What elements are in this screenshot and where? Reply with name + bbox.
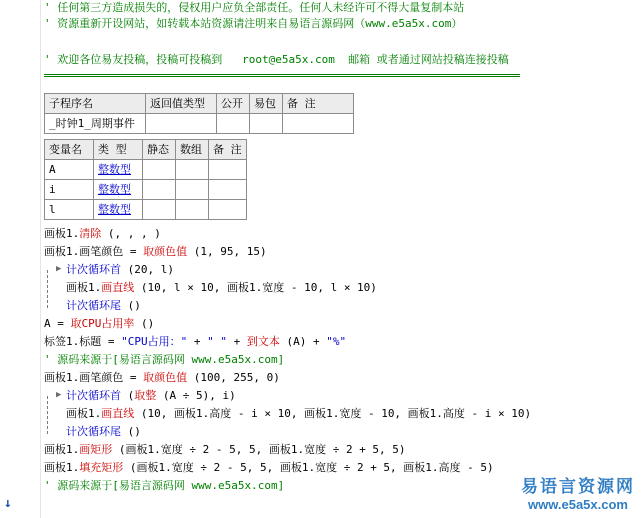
code-line-comment-source-2: ' 源码来源于[易语言源码网 www.e5a5x.com]	[44, 479, 285, 492]
var-header-note: 备 注	[209, 140, 247, 160]
code-line-cpu[interactable]: A = 取CPU占用率 ()	[44, 317, 155, 330]
sub-header-return: 返回值类型	[146, 94, 217, 114]
var-header-name: 变量名	[45, 140, 94, 160]
var-type-cell[interactable]: 整数型	[94, 180, 143, 200]
var-static-cell[interactable]	[143, 200, 176, 220]
site-watermark	[521, 472, 635, 512]
sub-name-cell[interactable]: _时钟1_周期事件	[45, 114, 146, 134]
loop-guide-1	[47, 270, 48, 308]
table-row	[45, 180, 247, 200]
sub-public-cell[interactable]	[217, 114, 250, 134]
sub-note-cell[interactable]	[283, 114, 354, 134]
code-line-pen-color-1[interactable]: 画板1.画笔颜色 = 取颜色值 (1, 95, 15)	[44, 245, 267, 258]
down-arrow-icon[interactable]: ↓	[4, 496, 12, 511]
variable-table	[44, 139, 247, 220]
var-type-cell[interactable]: 整数型	[94, 200, 143, 220]
var-header-static: 静态	[143, 140, 176, 160]
watermark-title: 易语言资源网	[521, 477, 635, 497]
var-note-cell[interactable]	[209, 200, 247, 220]
code-line-clear[interactable]: 画板1.清除 (, , , )	[44, 227, 161, 240]
code-line-loop-start-1[interactable]: 计次循环首 (20, l)	[66, 263, 174, 276]
loop-guide-2	[47, 396, 48, 434]
code-line-draw-line-2[interactable]: 画板1.画直线 (10, 画板1.高度 - i × 10, 画板1.宽度 - 10, 画板1.高度 - i × 10)	[66, 407, 532, 420]
watermark-url: www.e5a5x.com	[528, 497, 628, 512]
comment-separator	[44, 74, 520, 77]
var-header-array: 数组	[176, 140, 209, 160]
code-line-fill-rect[interactable]: 画板1.填充矩形 (画板1.宽度 ÷ 2 - 5, 5, 画板1.宽度 ÷ 2 + 5, 画板1.高度 - 5)	[44, 461, 494, 474]
code-line-draw-rect[interactable]: 画板1.画矩形 (画板1.宽度 ÷ 2 - 5, 5, 画板1.宽度 ÷ 2 + 5, 5)	[44, 443, 406, 456]
sub-header-pkg: 易包	[250, 94, 283, 114]
var-static-cell[interactable]	[143, 180, 176, 200]
comment-line-3: ' 欢迎各位易友投稿，投稿可投稿到 root@e5a5x.com 邮箱 或者通过网站投稿连接投稿	[44, 53, 509, 66]
editor-gutter	[0, 0, 41, 518]
var-note-cell[interactable]	[209, 160, 247, 180]
var-name-cell[interactable]: l	[45, 200, 94, 220]
var-static-cell[interactable]	[143, 160, 176, 180]
sub-header-name: 子程序名	[45, 94, 146, 114]
var-array-cell[interactable]	[176, 200, 209, 220]
var-type-cell[interactable]: 整数型	[94, 160, 143, 180]
loop-arrow-icon: ▶	[56, 390, 62, 400]
sub-return-cell[interactable]	[146, 114, 217, 134]
var-name-cell[interactable]: A	[45, 160, 94, 180]
table-row	[45, 200, 247, 220]
comment-line-2: ' 资源重新开设网站，如转载本站资源请注明来自易语言源码网（www.e5a5x.com）	[44, 17, 463, 30]
sub-pkg-cell[interactable]	[250, 114, 283, 134]
code-line-loop-end-2[interactable]: 计次循环尾 ()	[66, 425, 141, 438]
code-line-label-title[interactable]: 标签1.标题 = "CPU占用：" + " " + 到文本 (A) + "%"	[44, 335, 347, 348]
code-line-pen-color-2[interactable]: 画板1.画笔颜色 = 取颜色值 (100, 255, 0)	[44, 371, 280, 384]
var-note-cell[interactable]	[209, 180, 247, 200]
code-line-loop-end-1[interactable]: 计次循环尾 ()	[66, 299, 141, 312]
loop-arrow-icon: ▶	[56, 264, 62, 274]
code-line-comment-source-1: ' 源码来源于[易语言源码网 www.e5a5x.com]	[44, 353, 285, 366]
code-line-loop-start-2[interactable]: 计次循环首 (取整 (A ÷ 5), i)	[66, 389, 236, 402]
subroutine-table	[44, 93, 354, 134]
comment-line-1: ' 任何第三方造成损失的，侵权用户应负全部责任。任何人未经许可不得大量复制本站	[44, 1, 465, 14]
var-array-cell[interactable]	[176, 180, 209, 200]
sub-header-public: 公开	[217, 94, 250, 114]
sub-header-note: 备 注	[283, 94, 354, 114]
table-row	[45, 160, 247, 180]
var-header-type: 类 型	[94, 140, 143, 160]
var-name-cell[interactable]: i	[45, 180, 94, 200]
var-array-cell[interactable]	[176, 160, 209, 180]
code-line-draw-line-1[interactable]: 画板1.画直线 (10, l × 10, 画板1.宽度 - 10, l × 10)	[66, 281, 377, 294]
